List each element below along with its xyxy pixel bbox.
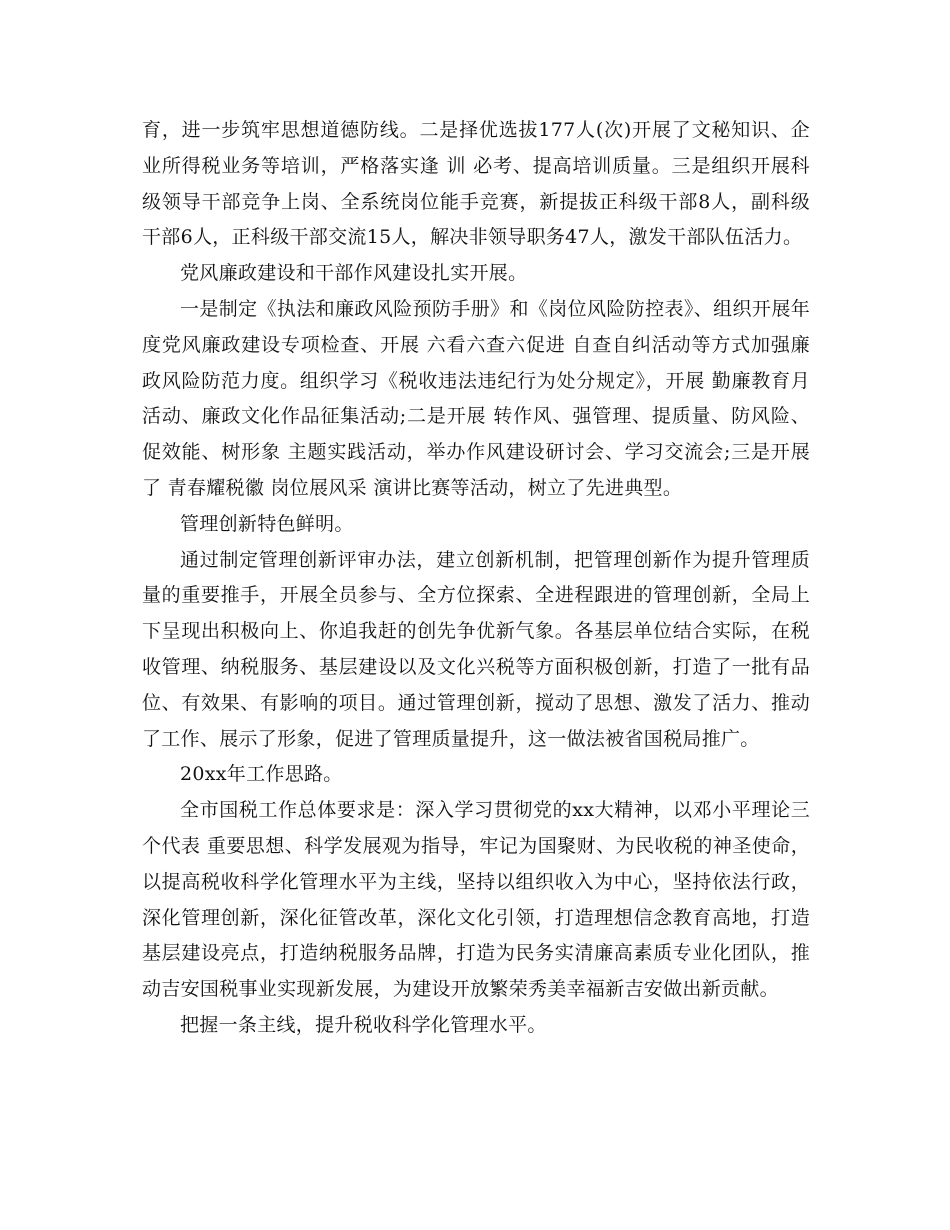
- section-heading-integrity: 党风廉政建设和干部作风建设扎实开展。: [180, 262, 528, 285]
- section-heading-main-line: 把握一条主线，提升税收科学化管理水平。: [180, 1013, 547, 1036]
- paragraph-integrity: 一是制定《执法和廉政风险预防手册》和《岗位风险防控表》、组织开展年度党风廉政建设专项检查、开展 六看六查六促进 自查自纠活动等方式加强廉政风险防范力度。组织学习《税收违法违纪行为处分规定》，开展 勤廉教育月 活动、廉政文化作品征集活动;二是开展 转作风、强管理、提质量、防风险、促效能、树形象 主题实践活动，举办作风建设研讨会、学习交流会;三是开展了 青春耀税徽 岗位展风采 演讲比赛等活动，树立了先进典型。: [142, 297, 810, 499]
- section-heading-innovation: 管理创新特色鲜明。: [180, 512, 354, 535]
- paragraph-continuation: 育，进一步筑牢思想道德防线。二是择优选拔177人(次)开展了文秘知识、企业所得税业务等培训，严格落实逢 训 必考、提高培训质量。三是组织开展科级领导干部竞争上岗、全系统岗位能手竞赛，新提拔正科级干部8人，副科级干部6人，正科级干部交流15人，解决非领导职务47人，激发干部队伍活力。: [142, 119, 810, 249]
- paragraph-work-plan: 全市国税工作总体要求是：深入学习贯彻党的xx大精神，以邓小平理论三个代表 重要思想、科学发展观为指导，牢记为国聚财、为民收税的神圣使命，以提高税收科学化管理水平为主线，坚持以组织收入为中心，坚持依法行政，深化管理创新，深化征管改革，深化文化引领，打造理想信念教育高地，打造基层建设亮点，打造纳税服务品牌，打造为民务实清廉高素质专业化团队，推动吉安国税事业实现新发展，为建设开放繁荣秀美幸福新吉安做出新贡献。: [142, 799, 810, 1001]
- section-heading-work-plan: 20xx年工作思路。: [180, 763, 343, 786]
- paragraph-innovation: 通过制定管理创新评审办法，建立创新机制，把管理创新作为提升管理质量的重要推手，开展全员参与、全方位探索、全进程跟进的管理创新，全局上下呈现出积极向上、你追我赶的创先争优新气象。各基层单位结合实际，在税收管理、纳税服务、基层建设以及文化兴税等方面积极创新，打造了一批有品位、有效果、有影响的项目。通过管理创新，搅动了思想、激发了活力、推动了工作、展示了形象，促进了管理质量提升，这一做法被省国税局推广。: [142, 548, 810, 750]
- document-body: [142, 113, 810, 1044]
